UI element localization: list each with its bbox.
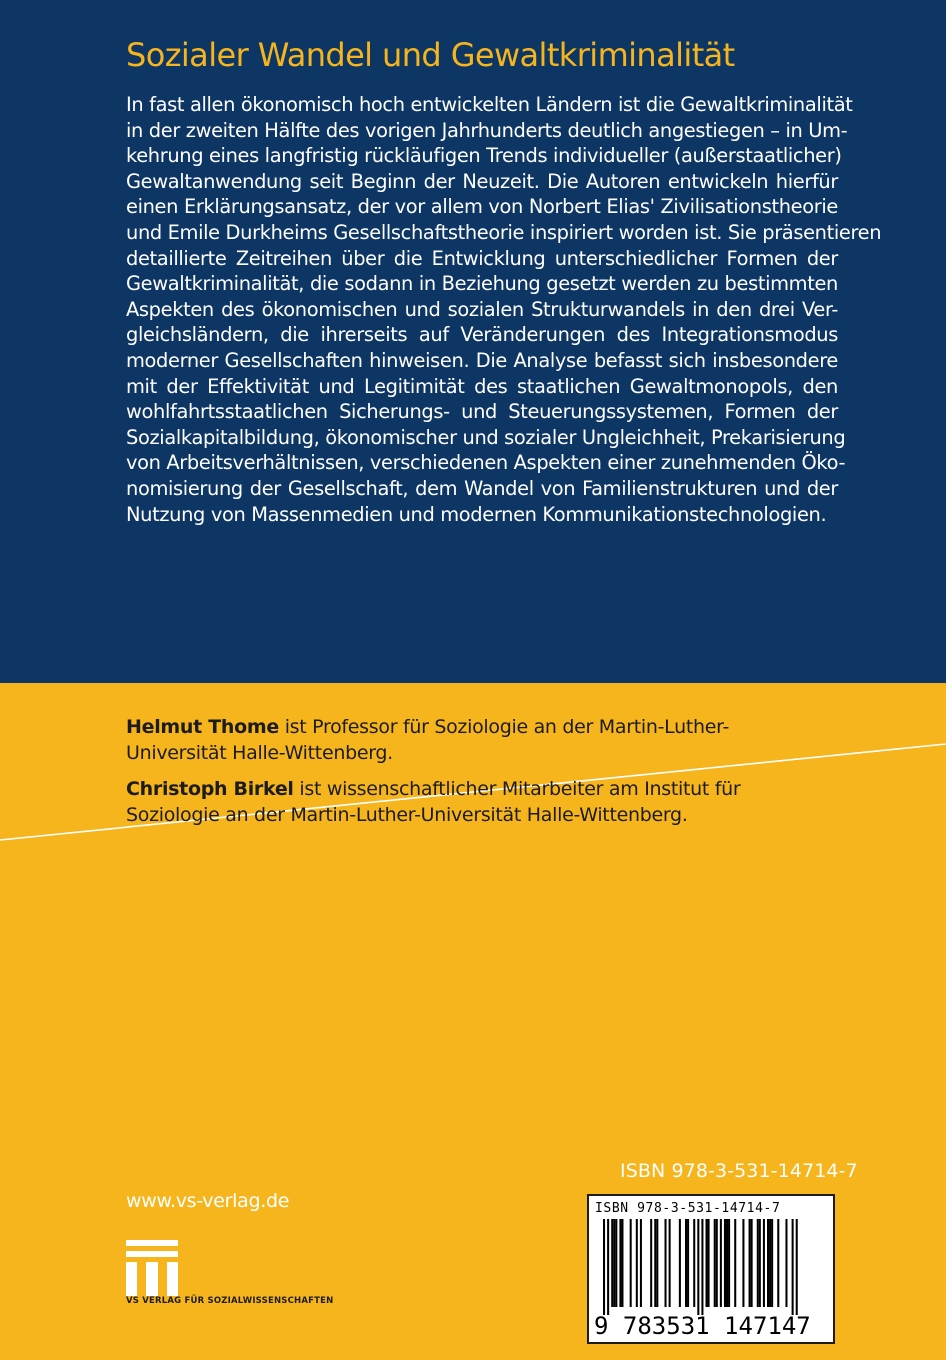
blurb-line: In fast allen ökonomisch hoch entwickelten Ländern ist die Gewaltkriminalität bbox=[126, 93, 853, 116]
barcode-bar bbox=[701, 1219, 703, 1315]
blurb-line: gleichsländern, die ihrerseits auf Veränderungen des Integrationsmodus bbox=[126, 323, 838, 347]
barcode-bar bbox=[640, 1219, 642, 1307]
author-description-cont: Universität Halle-Wittenberg. bbox=[126, 741, 393, 764]
barcode-bar bbox=[767, 1219, 769, 1307]
blurb-text bbox=[126, 92, 882, 527]
author-name: Helmut Thome bbox=[126, 716, 279, 738]
barcode-bar bbox=[771, 1219, 773, 1307]
barcode-bar bbox=[607, 1219, 609, 1315]
barcode-bar bbox=[654, 1219, 656, 1307]
publisher-name: VS VERLAG FÜR SOZIALWISSENSCHAFTEN bbox=[126, 1296, 334, 1306]
barcode-bar bbox=[706, 1219, 708, 1307]
barcode-digits: 9 783531 147147 bbox=[594, 1312, 811, 1340]
barcode-bar bbox=[792, 1219, 794, 1315]
blurb-line: Gewaltanwendung seit Beginn der Neuzeit. Die Autoren entwickeln hierfür bbox=[126, 169, 838, 193]
blurb-line: nomisierung der Gesellschaft, dem Wandel von Familienstrukturen und der bbox=[126, 476, 838, 500]
barcode-bar bbox=[650, 1219, 652, 1307]
blurb-line: von Arbeitsverhältnissen, verschiedenen Aspekten einer zunehmenden Öko- bbox=[126, 451, 846, 475]
barcode-bar bbox=[687, 1219, 689, 1307]
blurb-line: in der zweiten Hälfte des vorigen Jahrhunderts deutlich angestiegen – in Um- bbox=[126, 118, 848, 142]
blurb-line: Aspekten des ökonomischen und sozialen Strukturwandels in den drei Ver- bbox=[126, 297, 838, 321]
barcode-bar bbox=[685, 1219, 687, 1307]
barcode-bar bbox=[734, 1219, 736, 1307]
barcode-bar bbox=[759, 1219, 761, 1307]
author-description: ist Professor für Soziologie an der Martin-Luther- bbox=[278, 716, 729, 738]
publisher-logo-icon bbox=[126, 1240, 186, 1296]
blurb-line: Nutzung von Massenmedien und modernen Kommunikationstechnologien. bbox=[126, 502, 827, 526]
author-description-cont: Soziologie an der Martin-Luther-Universität Halle-Wittenberg. bbox=[126, 803, 688, 826]
author-description: ist wissenschaftlicher Mitarbeiter am Institut für bbox=[293, 778, 741, 801]
blurb-line: und Emile Durkheims Gesellschaftstheorie inspiriert worden ist. Sie präsentieren bbox=[126, 220, 882, 244]
barcode-isbn: ISBN 978-3-531-14714-7 bbox=[595, 1201, 781, 1216]
barcode-bar bbox=[763, 1219, 765, 1307]
barcode bbox=[587, 1194, 835, 1344]
blurb-line: einen Erklärungsansatz, der vor allem von Norbert Elias' Zivilisationstheorie bbox=[126, 195, 838, 219]
barcode-bar bbox=[611, 1219, 613, 1307]
barcode-bar bbox=[630, 1219, 632, 1307]
barcode-bar bbox=[619, 1219, 621, 1307]
barcode-bar bbox=[665, 1219, 667, 1307]
blurb-line: kehrung eines langfristig rückläufigen Trends individueller (außerstaatlicher) bbox=[126, 144, 842, 168]
barcode-bar bbox=[742, 1219, 744, 1307]
barcode-bar bbox=[714, 1219, 716, 1307]
barcode-bar bbox=[615, 1219, 617, 1307]
barcode-bar bbox=[697, 1219, 699, 1315]
barcode-bar bbox=[613, 1219, 615, 1307]
author-bio bbox=[126, 715, 826, 766]
barcode-bar bbox=[777, 1219, 779, 1307]
barcode-bar bbox=[726, 1219, 728, 1307]
barcode-bar bbox=[785, 1219, 787, 1307]
barcode-bar bbox=[728, 1219, 730, 1307]
blurb-line: Gewaltkriminalität, die sodann in Beziehung gesetzt werden zu bestimmten bbox=[126, 272, 838, 296]
barcode-bar bbox=[656, 1219, 658, 1307]
barcode-bar bbox=[796, 1219, 798, 1315]
blurb-line: detaillierte Zeitreihen über die Entwicklung unterschiedlicher Formen der bbox=[126, 246, 838, 270]
barcode-bar bbox=[636, 1219, 638, 1307]
author-bio bbox=[126, 777, 826, 828]
blurb-line: wohlfahrtsstaatlichen Sicherungs- und Steuerungssystemen, Formen der bbox=[126, 400, 838, 424]
author-bios bbox=[126, 715, 826, 839]
isbn-label: ISBN 978-3-531-14714-7 bbox=[620, 1160, 858, 1182]
barcode-bar bbox=[621, 1219, 623, 1307]
barcode-bar bbox=[708, 1219, 710, 1307]
barcode-bar bbox=[669, 1219, 671, 1307]
blurb-line: moderner Gesellschaften hinweisen. Die Analyse befasst sich insbesondere bbox=[126, 348, 838, 372]
barcode-bar bbox=[769, 1219, 771, 1307]
barcode-bar bbox=[603, 1219, 605, 1315]
barcode-bar bbox=[716, 1219, 718, 1307]
barcode-bar bbox=[720, 1219, 722, 1307]
barcode-bar bbox=[749, 1219, 751, 1307]
barcode-bars bbox=[603, 1219, 823, 1319]
barcode-bar bbox=[757, 1219, 759, 1307]
barcode-bar bbox=[679, 1219, 681, 1307]
barcode-bar bbox=[724, 1219, 726, 1307]
publisher-website-link[interactable]: www.vs-verlag.de bbox=[126, 1190, 290, 1212]
barcode-bar bbox=[693, 1219, 695, 1307]
author-name: Christoph Birkel bbox=[126, 778, 294, 801]
blurb-line: mit der Effektivität und Legitimität des staatlichen Gewaltmonopols, den bbox=[126, 374, 838, 398]
barcode-bar bbox=[751, 1219, 753, 1307]
blurb-line: Sozialkapitalbildung, ökonomischer und sozialer Ungleichheit, Prekarisierung bbox=[126, 425, 846, 449]
book-title: Sozialer Wandel und Gewaltkriminalität bbox=[126, 36, 735, 74]
